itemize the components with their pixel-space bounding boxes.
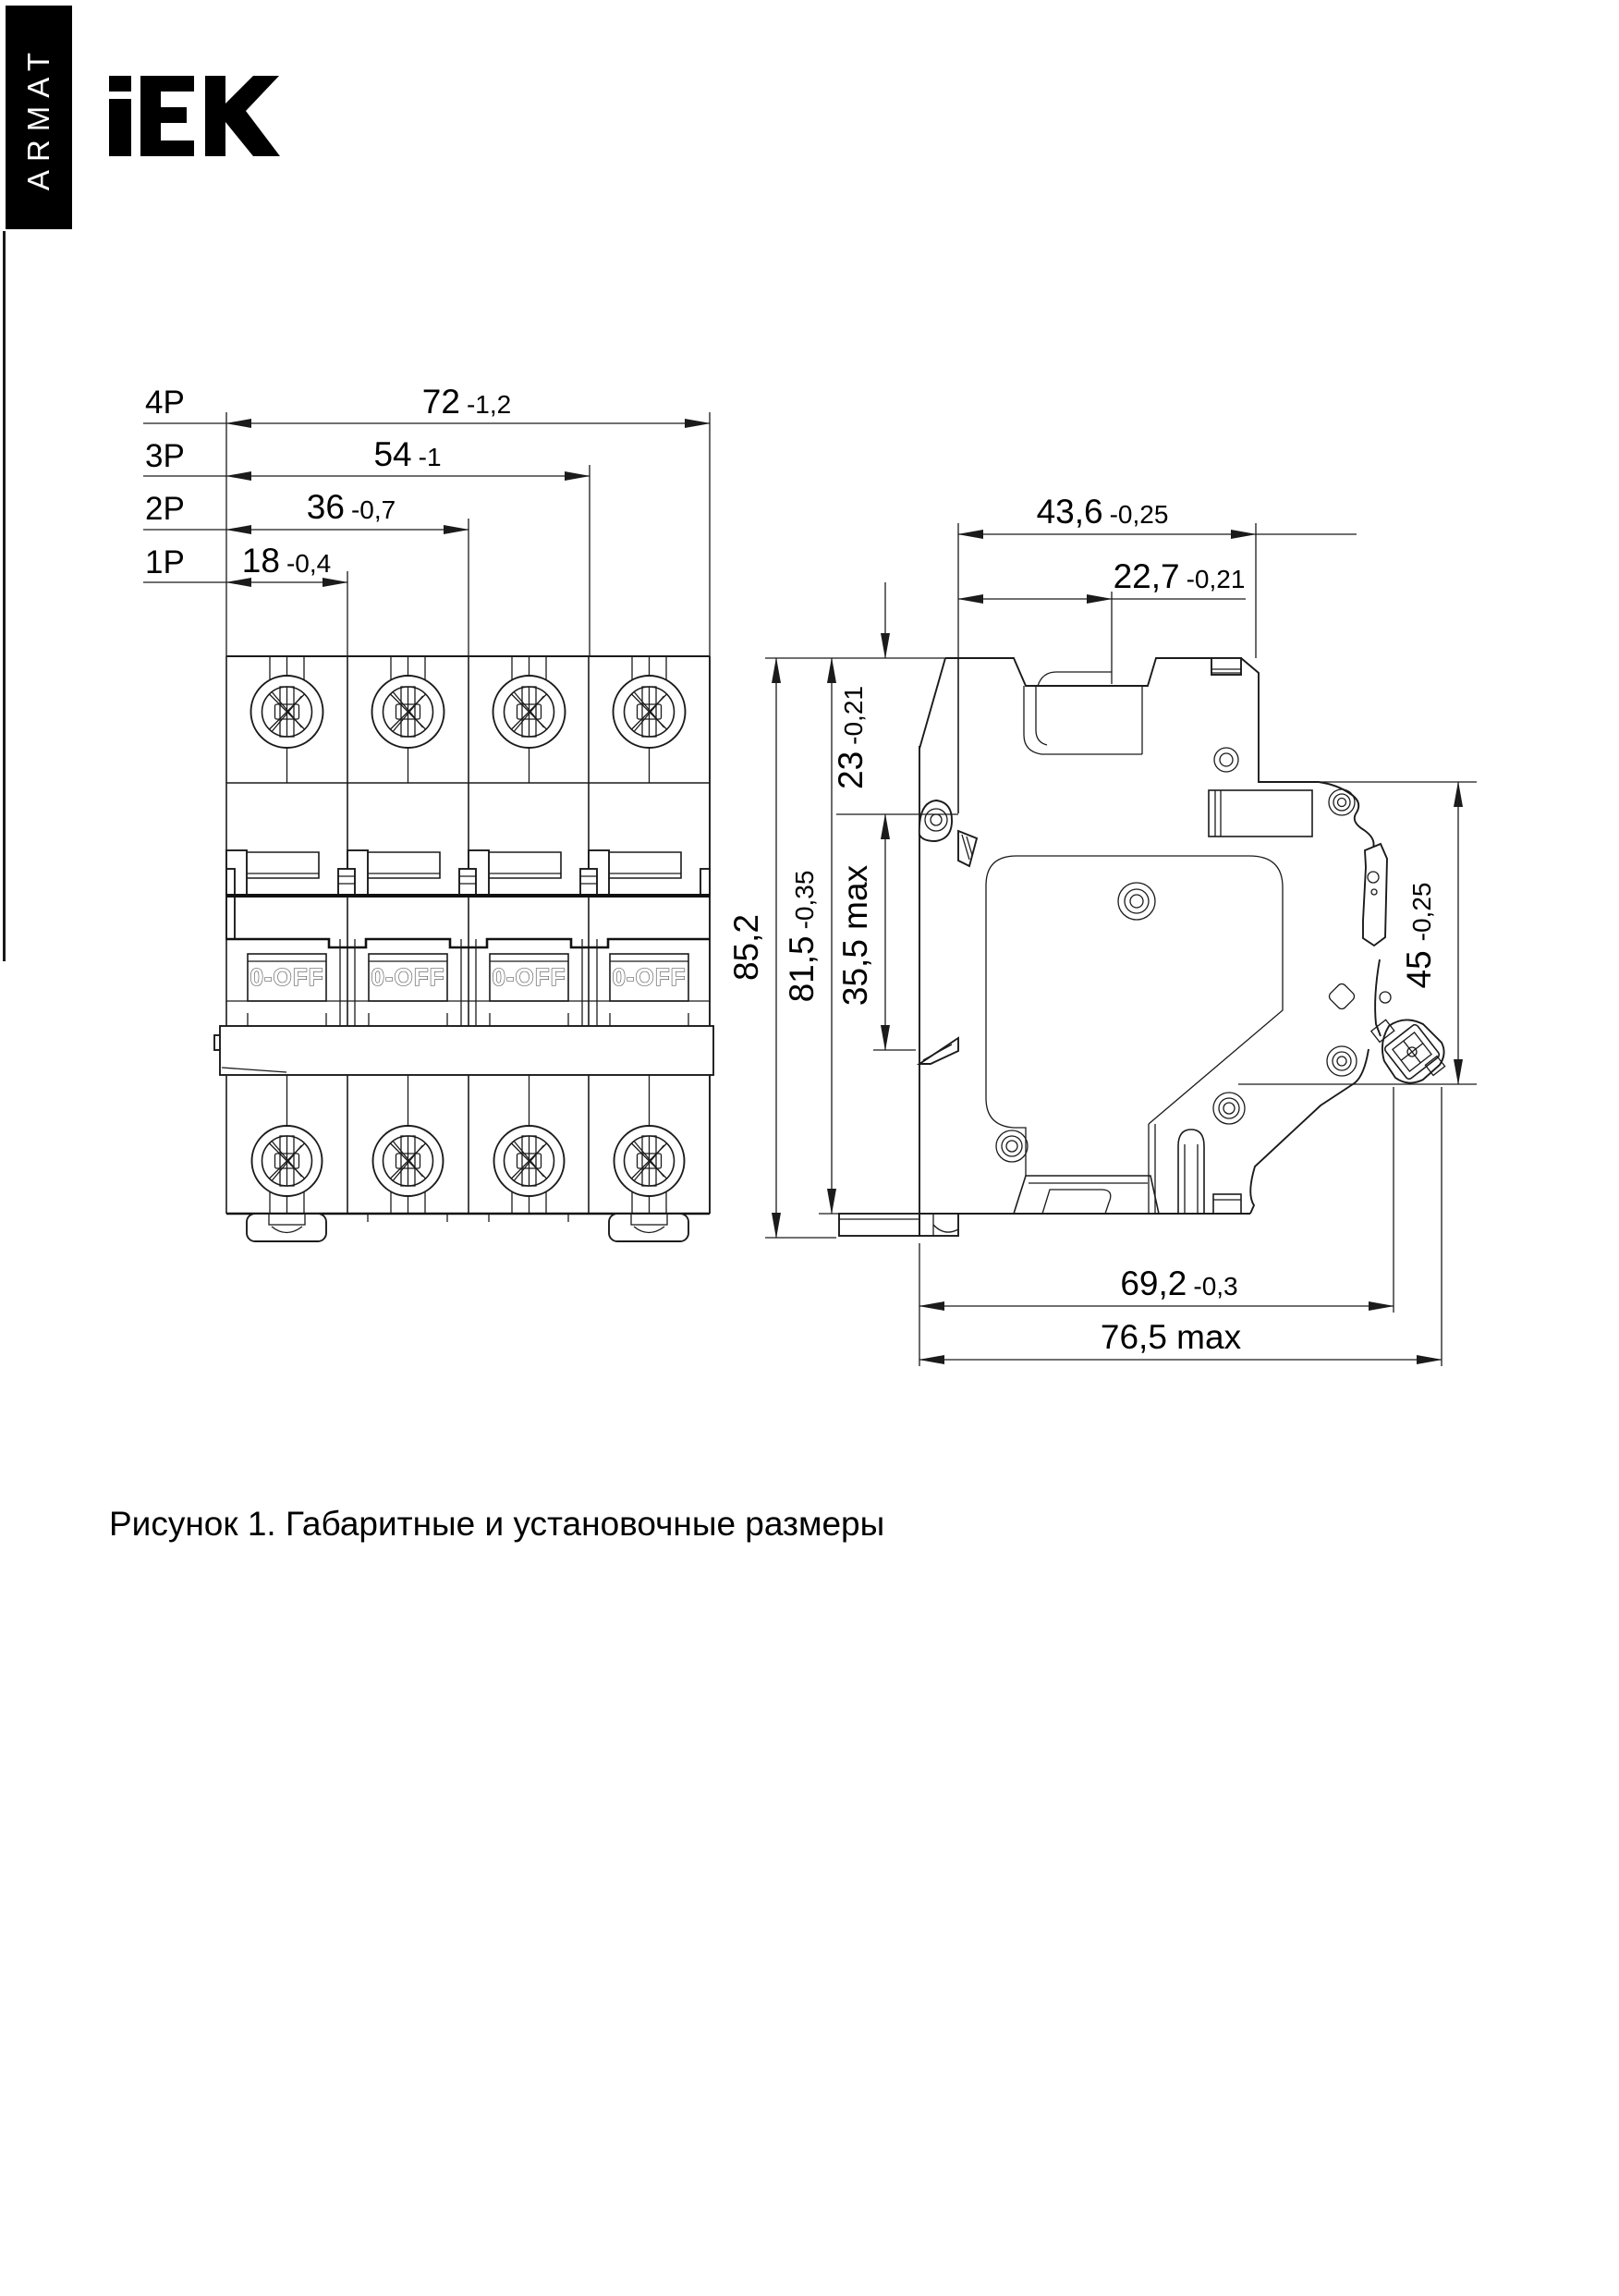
dim-din-window: 35,5 max (836, 864, 874, 1007)
dim-height-total: 85,2 (727, 913, 765, 982)
front-view-pole-dimensions (143, 383, 710, 656)
side-view (727, 493, 1477, 1366)
dim-3p: 54 -1 (373, 435, 442, 473)
front-view-body (214, 656, 713, 1241)
armat-series-label: ARMAT (21, 43, 55, 191)
dim-width-bottom: 69,2 -0,3 (1120, 1264, 1238, 1302)
din-claw-upper (958, 831, 977, 866)
side-view-body (839, 658, 1445, 1236)
pole-label-3p: 3P (145, 438, 185, 474)
handle-pivot (1327, 982, 1356, 1010)
dim-depth-top: 23-0,21 (832, 686, 870, 789)
dim-1p: 18 -0,4 (241, 542, 332, 580)
dim-width-bottom-max: 76,5 max (1100, 1318, 1242, 1356)
front-view (143, 383, 713, 1241)
din-latch (839, 1214, 958, 1236)
pole-label-1p: 1P (145, 544, 185, 580)
din-mount-feet (247, 1214, 688, 1241)
pole-label-4p: 4P (145, 385, 185, 421)
dim-2p: 36 -0,7 (306, 488, 396, 526)
terminal-screw-side (1371, 1020, 1445, 1082)
dim-width-top: 43,6 -0,25 (1036, 493, 1169, 531)
toggle-handle-bar (214, 1026, 713, 1075)
dim-height-body: 81,5-0,35 (783, 870, 821, 1003)
pole-label-2p: 2P (145, 491, 185, 527)
dim-width-top-inner: 22,7 -0,21 (1113, 557, 1246, 595)
dim-height-front: 45-0,25 (1400, 882, 1438, 989)
figure-caption: Рисунок 1. Габаритные и установочные размеры (109, 1505, 885, 1543)
dim-4p: 72 -1,2 (421, 383, 512, 421)
